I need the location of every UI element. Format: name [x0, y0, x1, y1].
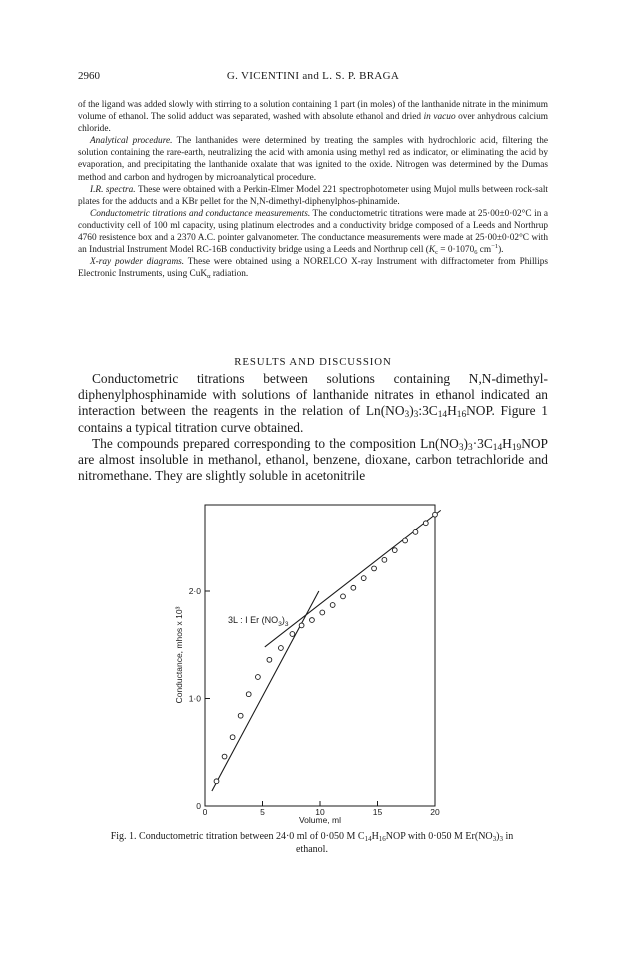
- chart-fit-lines: [212, 510, 441, 791]
- intro-paragraph: of the ligand was added slowly with stirring to a solution containing 1 part (in moles) of the lanthanide nitrate in the minimum volume of ethanol. The solid adduct was separated, washed with absolute ethanol and dried in vacuo over anhydrous calcium chloride.: [78, 100, 548, 135]
- data-point: [290, 632, 295, 637]
- y-tick-label: 2·0: [188, 586, 201, 596]
- x-tick-label: 10: [315, 807, 325, 817]
- data-point: [361, 576, 366, 581]
- chart-annotation: 3L : I Er $(NO_3)_3$: [228, 615, 289, 628]
- x-tick-label: 20: [430, 807, 440, 817]
- data-point: [256, 675, 261, 680]
- data-point: [214, 779, 219, 784]
- y-tick-label: 1·0: [188, 693, 201, 704]
- data-point: [433, 512, 438, 517]
- xray-paragraph: X-ray powder diagrams. These were obtained using a NORELCO X-ray Instrument with diffractometer from Phillips Electronic Instruments, using CuK$_\alpha$ radiation.: [78, 257, 548, 281]
- data-point: [267, 657, 272, 662]
- results-paragraph-2: The compounds prepared corresponding to the composition $Ln(NO_3)_3\cdot 3C_{14}H_{19}NOP$ are almost insoluble in methanol, ethanol, benzene, dioxane, carbon tetrachloride and nitromethane. They are slightly soluble in acetonitrile: [78, 435, 548, 484]
- data-point: [351, 585, 356, 590]
- data-point: [246, 692, 251, 697]
- data-point: [341, 594, 346, 599]
- results-heading: RESULTS AND DISCUSSION: [234, 356, 392, 368]
- data-point: [330, 603, 335, 608]
- data-point: [230, 735, 235, 740]
- y-tick-label: 0: [196, 801, 201, 811]
- data-point: [403, 538, 408, 543]
- data-point: [310, 618, 315, 623]
- data-point: [299, 623, 304, 628]
- data-point: [423, 521, 428, 526]
- data-point: [222, 754, 227, 759]
- y-axis-label: Conductance, mhos x 10³: [174, 606, 184, 704]
- page-number: 2960: [78, 70, 100, 82]
- data-point: [238, 713, 243, 718]
- x-tick-label: 5: [260, 807, 265, 817]
- data-point: [279, 646, 284, 651]
- x-axis-label: Volume, ml: [298, 815, 342, 825]
- chart-axes: [205, 505, 435, 806]
- data-point: [382, 557, 387, 562]
- chart-points: [214, 512, 437, 783]
- plot-frame: [205, 505, 435, 806]
- ir-paragraph: I.R. spectra. These were obtained with a Perkin-Elmer Model 221 spectrophotometer using Mujol mulls between rock-salt plates for the adducts and a KBr pellet for the N,N-dimethyl-diphenylphos-phinamide.: [78, 184, 548, 207]
- data-point: [392, 548, 397, 553]
- running-title: G. VICENTINI and L. S. P. BRAGA: [226, 70, 400, 82]
- conductometric-paragraph: Conductometric titrations and conductance measurements. The conductometric titrations were made at 25·00±0·02°C in a conductivity cell of 100 ml capacity, using platinum electrodes and a conductivity bridge composed of a Leeds and Northrup 4760 resistence box and a 2370 A.C. pointer galvanometer. The conductance measurements were made at 25·00±0·02°C with an Industrial Instrument Model RC-16B conductivity bridge using a Leeds and Northrup cell ($K_c = 0\cdot 1070_6$ $cm^{-1}$).: [78, 208, 548, 257]
- data-point: [372, 566, 377, 571]
- analytical-paragraph: Analytical procedure. The lanthanides were determined by treating the samples with hydrochloric acid, filtering the solution containing the rare-earth, neutralizing the acid with amonia using methyl red as indicator, or eliminating the acid by evaporation, and precipitating the lanthanide oxalate that was ignited to the oxide. Nitrogen was determined by the Dumas method and carbon and hydrogen by microanalytical procedure.: [78, 136, 548, 183]
- figure-caption: Fig. 1. Conductometric titration between 24·0 ml of 0·050 M $C_{14}H_{16}NOP$ with 0·050 M $Er(NO_3)_3$ in ethanol.: [110, 831, 514, 855]
- data-point: [413, 529, 418, 534]
- x-tick-label: 15: [372, 807, 383, 817]
- results-paragraph-1: Conductometric titrations between solutions containing N,N-dimethyl-diphenylphosphinamide with solutions of lanthanide nitrates in ethanol indicated an interaction between the reagents in the relation of $Ln(NO_3)_3:3C_{14}H_{16}NOP$. Figure 1 contains a typical titration curve obtained.: [78, 371, 548, 435]
- data-point: [320, 610, 325, 615]
- x-tick-label: 0: [202, 807, 208, 817]
